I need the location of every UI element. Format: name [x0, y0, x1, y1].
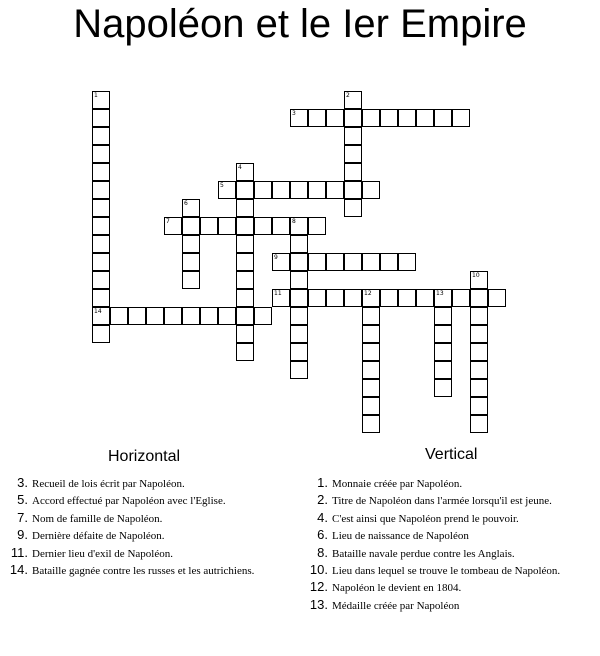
crossword-cell[interactable]: [470, 343, 488, 361]
crossword-cell[interactable]: [92, 253, 110, 271]
clue-text: C'est ainsi que Napoléon prend le pouvoir.: [332, 512, 519, 525]
clue-number-label: 6: [184, 200, 188, 207]
crossword-cell[interactable]: [452, 109, 470, 127]
crossword-cell[interactable]: [92, 109, 110, 127]
crossword-cell[interactable]: [416, 289, 434, 307]
clue-text: Titre de Napoléon dans l'armée lorsqu'il est jeune.: [332, 495, 552, 508]
crossword-cell[interactable]: [344, 163, 362, 181]
vertical-clue-item: [300, 562, 560, 579]
crossword-cell[interactable]: [362, 289, 380, 307]
crossword-cell[interactable]: [290, 109, 308, 127]
clue-text: Recueil de lois écrit par Napoléon.: [32, 478, 185, 490]
vertical-clue-item: [300, 597, 560, 614]
clue-text: Dernière défaite de Napoléon.: [32, 530, 165, 543]
crossword-cell[interactable]: [470, 415, 488, 433]
clue-number-label: 12: [364, 290, 372, 297]
crossword-cell[interactable]: [236, 181, 254, 199]
crossword-cell[interactable]: [128, 307, 146, 325]
crossword-cell[interactable]: [164, 307, 182, 325]
clue-text: Médaille créée par Napoléon: [332, 599, 460, 612]
clue-number-label: 7: [166, 218, 170, 225]
crossword-cell[interactable]: [92, 91, 110, 109]
crossword-cell[interactable]: [236, 163, 254, 181]
crossword-cell[interactable]: [92, 181, 110, 199]
crossword-cell[interactable]: [236, 217, 254, 235]
crossword-cell[interactable]: [182, 253, 200, 271]
crossword-cell[interactable]: [434, 109, 452, 127]
vertical-clue-item: [300, 545, 560, 562]
clue-number: 13.: [309, 596, 328, 612]
crossword-cell[interactable]: [308, 253, 326, 271]
clue-text: Bataille navale perdue contre les Anglais.: [332, 547, 515, 560]
crossword-cell[interactable]: [362, 325, 380, 343]
crossword-cell[interactable]: [470, 361, 488, 379]
crossword-cell[interactable]: [326, 109, 344, 127]
crossword-cell[interactable]: [434, 289, 452, 307]
crossword-cell[interactable]: [92, 235, 110, 253]
crossword-cell[interactable]: [182, 217, 200, 235]
crossword-cell[interactable]: [92, 289, 110, 307]
clue-text: Dernier lieu d'exil de Napoléon.: [32, 547, 173, 560]
clue-number-label: 2: [346, 92, 350, 99]
crossword-cell[interactable]: [434, 343, 452, 361]
crossword-cell[interactable]: [290, 307, 308, 325]
clue-text: Bataille gagnée contre les russes et les autrichiens.: [32, 564, 255, 577]
clue-number-label: 1: [94, 92, 98, 99]
horizontal-clue-list: [0, 475, 254, 579]
crossword-cell[interactable]: [182, 235, 200, 253]
clue-number-label: 14: [94, 308, 102, 315]
horizontal-clue-item: [0, 562, 254, 579]
clue-number-label: 10: [472, 272, 480, 279]
crossword-cell[interactable]: [470, 307, 488, 325]
crossword-cell[interactable]: [434, 379, 452, 397]
crossword-cell[interactable]: [218, 307, 236, 325]
clue-number: 7.: [17, 509, 28, 525]
crossword-cell[interactable]: [110, 307, 128, 325]
crossword-cell[interactable]: [290, 271, 308, 289]
crossword-cell[interactable]: [290, 253, 308, 271]
crossword-cell[interactable]: [470, 289, 488, 307]
clue-text: Lieu dans lequel se trouve le tombeau de Napoléon.: [332, 564, 561, 577]
crossword-cell[interactable]: [218, 181, 236, 199]
crossword-cell[interactable]: [416, 109, 434, 127]
crossword-cell[interactable]: [236, 307, 254, 325]
clue-number: 2.: [317, 492, 328, 508]
clue-number-label: 8: [292, 218, 296, 225]
crossword-cell[interactable]: [290, 325, 308, 343]
crossword-cell[interactable]: [236, 289, 254, 307]
crossword-cell[interactable]: [254, 181, 272, 199]
crossword-cell[interactable]: [398, 253, 416, 271]
crossword-cell[interactable]: [200, 307, 218, 325]
vertical-clue-item: [300, 579, 560, 596]
vertical-clue-item: [300, 527, 560, 544]
crossword-cell[interactable]: [146, 307, 164, 325]
crossword-cell[interactable]: [344, 127, 362, 145]
crossword-cell[interactable]: [308, 289, 326, 307]
crossword-cell[interactable]: [182, 199, 200, 217]
crossword-cell[interactable]: [434, 307, 452, 325]
crossword-cell[interactable]: [434, 325, 452, 343]
crossword-cell[interactable]: [272, 181, 290, 199]
crossword-cell[interactable]: [290, 343, 308, 361]
crossword-cell[interactable]: [470, 271, 488, 289]
clue-number: 5.: [17, 492, 28, 508]
crossword-cell[interactable]: [92, 307, 110, 325]
horizontal-clue-item: [0, 492, 254, 509]
crossword-cell[interactable]: [398, 289, 416, 307]
clue-number: 6.: [317, 527, 328, 543]
crossword-cell[interactable]: [362, 181, 380, 199]
clue-number-label: 3: [292, 110, 296, 117]
crossword-cell[interactable]: [236, 343, 254, 361]
crossword-cell[interactable]: [182, 271, 200, 289]
clue-number-label: 9: [274, 254, 278, 261]
crossword-cell[interactable]: [470, 379, 488, 397]
crossword-cell[interactable]: [92, 163, 110, 181]
clue-text: Nom de famille de Napoléon.: [32, 512, 163, 525]
clue-number: 10.: [309, 561, 328, 577]
crossword-cell[interactable]: [308, 181, 326, 199]
crossword-cell[interactable]: [92, 199, 110, 217]
crossword-cell[interactable]: [272, 217, 290, 235]
clue-text: Napoléon le devient en 1804.: [332, 582, 462, 595]
clue-number: 14.: [9, 561, 28, 577]
clue-number: 11.: [10, 544, 28, 560]
horizontal-clue-item: [0, 545, 254, 562]
vertical-heading: Vertical: [425, 446, 478, 463]
clue-text: Accord effectué par Napoléon avec l'Eglise.: [32, 495, 226, 508]
crossword-cell[interactable]: [92, 325, 110, 343]
crossword-cell[interactable]: [470, 397, 488, 415]
crossword-cell[interactable]: [362, 361, 380, 379]
crossword-cell[interactable]: [344, 91, 362, 109]
crossword-cell[interactable]: [344, 109, 362, 127]
crossword-cell[interactable]: [272, 253, 290, 271]
clue-number: 1.: [317, 475, 328, 490]
clue-number: 8.: [317, 544, 328, 560]
clue-text: Monnaie créée par Napoléon.: [332, 478, 463, 490]
crossword-cell[interactable]: [326, 181, 344, 199]
crossword-cell[interactable]: [290, 235, 308, 253]
crossword-cell[interactable]: [164, 217, 182, 235]
crossword-cell[interactable]: [380, 289, 398, 307]
vertical-clue-item: [300, 510, 560, 527]
horizontal-heading: Horizontal: [108, 448, 181, 465]
crossword-cell[interactable]: [434, 361, 452, 379]
crossword-cell[interactable]: [290, 361, 308, 379]
crossword-cell[interactable]: [362, 379, 380, 397]
crossword-cell[interactable]: [362, 307, 380, 325]
crossword-cell[interactable]: [92, 145, 110, 163]
horizontal-clue-item: [0, 527, 254, 544]
horizontal-clue-item: [0, 475, 254, 492]
clue-number-label: 11: [274, 290, 282, 297]
vertical-clue-list: [300, 475, 560, 614]
crossword-cell[interactable]: [344, 289, 362, 307]
crossword-cell[interactable]: [362, 253, 380, 271]
clue-number-label: 13: [436, 290, 444, 297]
crossword-cell[interactable]: [272, 289, 290, 307]
crossword-cell[interactable]: [398, 109, 416, 127]
crossword-cell[interactable]: [362, 415, 380, 433]
crossword-cell[interactable]: [236, 271, 254, 289]
crossword-cell[interactable]: [344, 181, 362, 199]
crossword-cell[interactable]: [182, 307, 200, 325]
crossword-cell[interactable]: [452, 289, 470, 307]
crossword-cell[interactable]: [308, 217, 326, 235]
crossword-cell[interactable]: [92, 217, 110, 235]
crossword-cell[interactable]: [362, 109, 380, 127]
crossword-cell[interactable]: [290, 181, 308, 199]
horizontal-clue-item: [0, 510, 254, 527]
vertical-clue-item: [300, 475, 560, 492]
crossword-cell[interactable]: [290, 217, 308, 235]
crossword-cell[interactable]: [362, 397, 380, 415]
crossword-cell[interactable]: [92, 127, 110, 145]
crossword-cell[interactable]: [236, 199, 254, 217]
crossword-cell[interactable]: [344, 199, 362, 217]
clue-number-label: 5: [220, 182, 224, 189]
crossword-cell[interactable]: [200, 217, 218, 235]
clue-number: 3.: [17, 475, 28, 490]
clue-text: Lieu de naissance de Napoléon: [332, 530, 469, 543]
clue-number-label: 4: [238, 164, 242, 171]
crossword-cell[interactable]: [470, 325, 488, 343]
crossword-cell[interactable]: [290, 289, 308, 307]
crossword-cell[interactable]: [218, 217, 236, 235]
crossword-cell[interactable]: [254, 307, 272, 325]
crossword-cell[interactable]: [362, 343, 380, 361]
crossword-cell[interactable]: [380, 253, 398, 271]
crossword-cell[interactable]: [308, 109, 326, 127]
crossword-cell[interactable]: [488, 289, 506, 307]
crossword-cell[interactable]: [92, 271, 110, 289]
crossword-cell[interactable]: [236, 235, 254, 253]
crossword-cell[interactable]: [380, 109, 398, 127]
clue-number: 4.: [317, 509, 328, 525]
crossword-cell[interactable]: [236, 253, 254, 271]
vertical-clue-item: [300, 492, 560, 509]
crossword-cell[interactable]: [326, 253, 344, 271]
crossword-cell[interactable]: [236, 325, 254, 343]
crossword-cell[interactable]: [344, 145, 362, 163]
crossword-cell[interactable]: [326, 289, 344, 307]
page-title: Napoléon et le Ier Empire: [73, 2, 527, 46]
crossword-cell[interactable]: [344, 253, 362, 271]
clue-number: 12.: [309, 579, 328, 595]
clue-number: 9.: [17, 527, 28, 543]
crossword-cell[interactable]: [254, 217, 272, 235]
